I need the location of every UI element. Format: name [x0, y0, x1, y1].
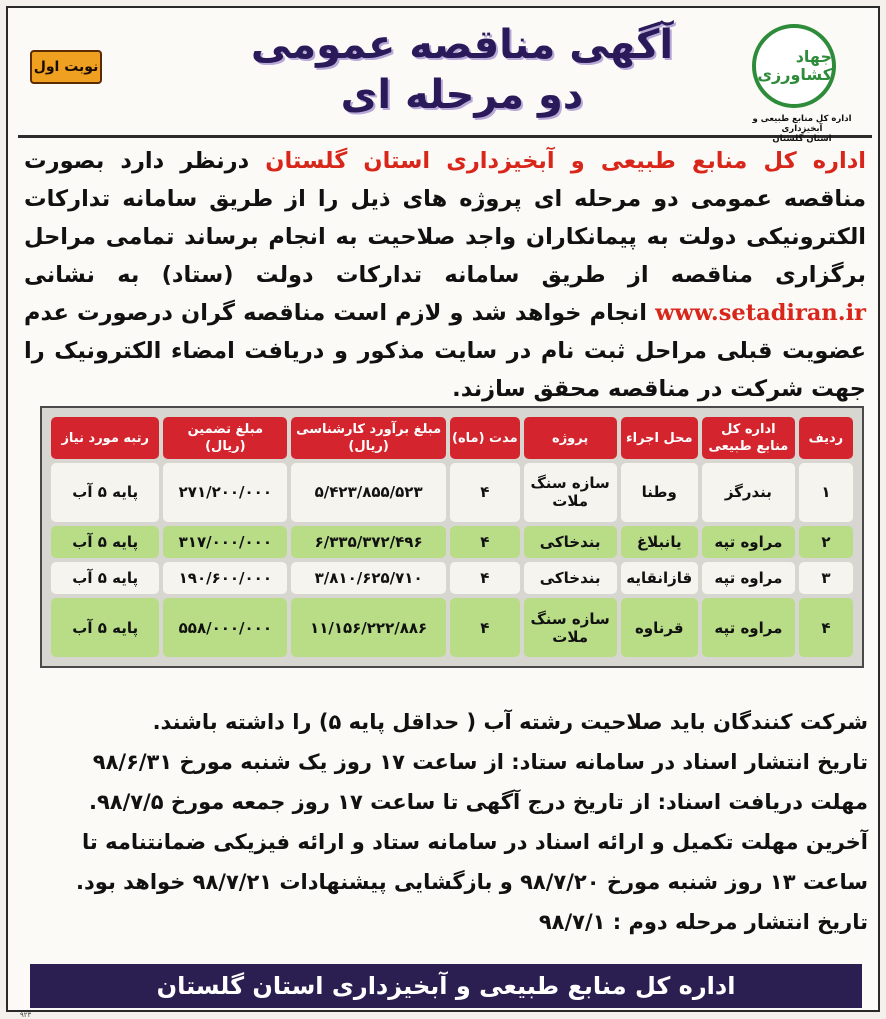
cell-estimate: ۶/۳۳۵/۳۷۲/۴۹۶ [291, 526, 446, 558]
cell-estimate: ۱۱/۱۵۶/۲۲۲/۸۸۶ [291, 598, 446, 657]
cell-estimate: ۵/۴۲۳/۸۵۵/۵۲۳ [291, 463, 446, 522]
title-line1: آگهی مناقصه عمومی [250, 22, 674, 68]
projects-table-frame [40, 406, 864, 668]
cell-row: ۳ [799, 562, 853, 594]
cell-org: مراوه تپه [702, 562, 795, 594]
intro-organization: اداره کل منابع طبیعی و آبخیزداری استان گلستان [265, 148, 866, 174]
table-row [51, 463, 853, 522]
col-project: پروژه [524, 417, 617, 459]
footer-organization: اداره کل منابع طبیعی و آبخیزداری استان گلستان [156, 972, 736, 1000]
intro-text-part2: انجام خواهد شد و لازم است مناقصه گران درصورت عدم عضویت قبلی مراحل ثبت نام در سایت مذکور و دریافت امضاء الکترونیک را جهت شرکت در مناقصه محقق سازند. [24, 300, 866, 402]
table-row [51, 562, 853, 594]
tender-details [38, 702, 868, 942]
receive-deadline-line: مهلت دریافت اسناد: از تاریخ درج آگهی تا ساعت ۱۷ روز جمعه مورخ ۹۸/۷/۵. [88, 790, 868, 814]
col-row: ردیف [799, 417, 853, 459]
notice-header [18, 14, 872, 144]
logo-caption-line2: استان گلستان [772, 134, 832, 144]
organization-logo [742, 22, 862, 144]
cell-estimate: ۳/۸۱۰/۶۲۵/۷۱۰ [291, 562, 446, 594]
cell-location: یانبلاغ [621, 526, 698, 558]
cell-grade: پایه ۵ آب [51, 562, 159, 594]
cell-location: وطنا [621, 463, 698, 522]
cell-row: ۲ [799, 526, 853, 558]
cell-duration: ۴ [450, 526, 520, 558]
cell-grade: پایه ۵ آب [51, 598, 159, 657]
notice-title [202, 20, 722, 120]
cell-guarantee: ۲۷۱/۲۰۰/۰۰۰ [163, 463, 287, 522]
cell-org: مراوه تپه [702, 526, 795, 558]
qualification-line: شرکت کنندگان باید صلاحیت رشته آب ( حداقل پایه ۵) را داشته باشند. [152, 710, 868, 734]
intro-paragraph [24, 142, 866, 408]
cell-location: قازانقایه [621, 562, 698, 594]
col-grade: رتبه مورد نیاز [51, 417, 159, 459]
logo-caption-line1: اداره کل منابع طبیعی و آبخیزداری [752, 114, 852, 134]
table-row [51, 526, 853, 558]
round-badge: نوبت اول [30, 50, 102, 84]
cell-row: ۱ [799, 463, 853, 522]
col-org: اداره کل منابع طبیعی [702, 417, 795, 459]
col-duration: مدت (ماه) [450, 417, 520, 459]
cell-grade: پایه ۵ آب [51, 463, 159, 522]
logo-caption [742, 114, 862, 144]
second-stage-date-line: تاریخ انتشار مرحله دوم : ۹۸/۷/۱ [538, 910, 868, 934]
cell-guarantee: ۵۵۸/۰۰۰/۰۰۰ [163, 598, 287, 657]
cell-duration: ۴ [450, 598, 520, 657]
cell-project: بندخاکی [524, 526, 617, 558]
print-code: ۹۲۳ [20, 1011, 32, 1019]
cell-project: سازه سنگ ملات [524, 463, 617, 522]
table-header-row [51, 417, 853, 459]
submission-deadline-line: آخرین مهلت تکمیل و ارائه اسناد در سامانه ستاد و ارائه فیزیکی ضمانتنامه تا ساعت ۱۳ روز شنبه مورخ ۹۸/۷/۲۰ و بازگشایی پیشنهادات ۹۸/۷/۲۱ خواهد بود. [76, 830, 868, 894]
col-location: محل اجراء [621, 417, 698, 459]
cell-org: بندرگز [702, 463, 795, 522]
cell-row: ۴ [799, 598, 853, 657]
notice-sheet [6, 6, 880, 1019]
cell-org: مراوه تپه [702, 598, 795, 657]
setad-url-link[interactable]: www.setadiran.ir [655, 300, 866, 326]
footer-banner [30, 964, 862, 1008]
col-guarantee: مبلغ تضمین (ریال) [163, 417, 287, 459]
cell-guarantee: ۱۹۰/۶۰۰/۰۰۰ [163, 562, 287, 594]
col-estimate: مبلغ برآورد کارشناسی (ریال) [291, 417, 446, 459]
projects-table [47, 413, 857, 661]
publish-date-line: تاریخ انتشار اسناد در سامانه ستاد: از ساعت ۱۷ روز یک شنبه مورخ ۹۸/۶/۳۱ [92, 750, 868, 774]
title-line2: دو مرحله ای [340, 72, 584, 118]
cell-project: بندخاکی [524, 562, 617, 594]
logo-emblem-icon [752, 24, 836, 108]
cell-grade: پایه ۵ آب [51, 526, 159, 558]
cell-duration: ۴ [450, 463, 520, 522]
cell-location: قرناوه [621, 598, 698, 657]
logo-name: جهاد کشاورزی [757, 47, 832, 84]
cell-duration: ۴ [450, 562, 520, 594]
intro-text-part1: درنظر دارد بصورت مناقصه عمومی دو مرحله ای پروژه های ذیل را از طریق سامانه تدارکات الکترونیکی دولت به پیمانکاران واجد صلاحیت به انجام برساند تمامی مراحل برگزاری مناقصه از طریق سامانه تدارکات دولت (ستاد) به نشانی [24, 148, 866, 288]
table-row [51, 598, 853, 657]
cell-project: سازه سنگ ملات [524, 598, 617, 657]
cell-guarantee: ۳۱۷/۰۰۰/۰۰۰ [163, 526, 287, 558]
